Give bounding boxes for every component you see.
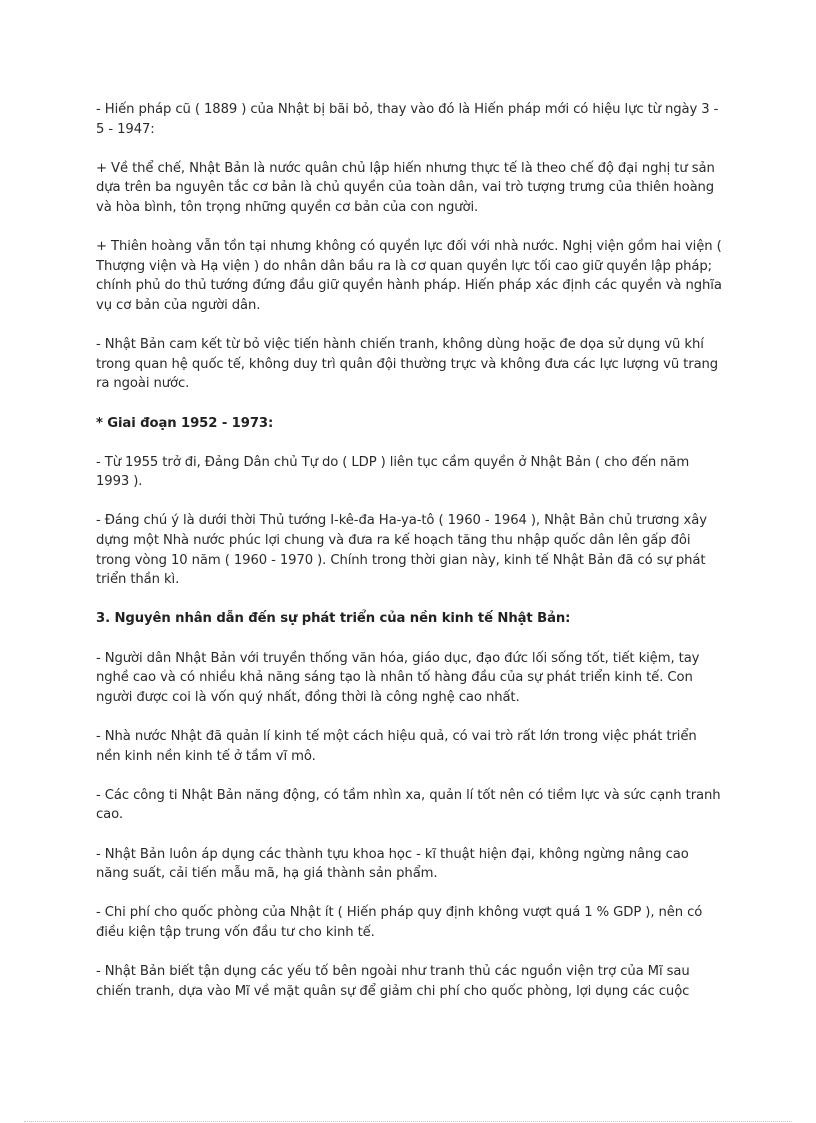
paragraph-companies: - Các công ti Nhật Bản năng động, có tầm nhìn xa, quản lí tốt nên có tiềm lực và sức cạnh tranh cao. [96,787,721,823]
section-heading-1952-1973: * Giai đoạn 1952 - 1973: [96,415,274,431]
paragraph-external-factors: - Nhật Bản biết tận dụng các yếu tố bên ngoài như tranh thủ các nguồn viện trợ của Mĩ sau chiến tranh, dựa vào Mĩ về mặt quân sự để giảm chi phí cho quốc phòng, lợi dụng các cuộc [96,964,690,999]
paragraph-emperor-parliament: + Thiên hoàng vẫn tồn tại nhưng không có quyền lực đối với nhà nước. Nghị viện gồm hai viện ( Thượng viện và Hạ viện ) do nhân dân bầu ra là cơ quan quyền lực tối cao giữ quyền lập pháp; chính phủ do thủ tướng đứng đầu giữ quyền hành pháp. Hiến pháp xác định các quyền và nghĩa vụ cơ bản của người dân. [96,239,722,313]
paragraph-ikeda: - Đáng chú ý là dưới thời Thủ tướng I-kê-đa Ha-ya-tô ( 1960 - 1964 ), Nhật Bản chủ trương xây dựng một Nhà nước phúc lợi chung và đưa ra kế hoạch tăng thu nhập quốc dân lên gấp đôi trong vòng 10 năm ( 1960 - 1970 ). Chính trong thời gian này, kinh tế Nhật Bản đã có sự phát triển thần kì. [96,513,707,588]
paragraph-political-system: + Về thể chế, Nhật Bản là nước quân chủ lập hiến nhưng thực tế là theo chế độ đại nghị tư sản dựa trên ba nguyên tắc cơ bản là chủ quyền của toàn dân, vai trò tượng trưng của thiên hoàng và hòa bình, tôn trọng những quyền cơ bản của con người. [96,160,715,215]
section-heading-causes: 3. Nguyên nhân dẫn đến sự phát triển của nền kinh tế Nhật Bản: [96,611,571,627]
paragraph-defense-spending: - Chi phí cho quốc phòng của Nhật ít ( Hiến pháp quy định không vượt quá 1 % GDP ), nên có điều kiện tập trung vốn đầu tư cho kinh tế. [96,905,703,940]
paragraph-constitution: - Hiến pháp cũ ( 1889 ) của Nhật bị bãi bỏ, thay vào đó là Hiến pháp mới có hiệu lực từ ngày 3 - 5 - 1947: [96,102,719,137]
paragraph-renounce-war: - Nhật Bản cam kết từ bỏ việc tiến hành chiến tranh, không dùng hoặc đe dọa sử dụng vũ khí trong quan hệ quốc tế, không duy trì quân đội thường trực và không đưa các lực lượng vũ trang ra ngoài nước. [96,337,719,392]
paragraph-technology: - Nhật Bản luôn áp dụng các thành tựu khoa học - kĩ thuật hiện đại, không ngừng nâng cao năng suất, cải tiến mẫu mã, hạ giá thành sản phẩm. [96,846,689,882]
page-bottom-divider [24,1121,792,1122]
paragraph-ldp: - Từ 1955 trở đi, Đảng Dân chủ Tự do ( LDP ) liên tục cầm quyền ở Nhật Bản ( cho đến năm 1993 ). [96,454,690,490]
paragraph-people: - Người dân Nhật Bản với truyền thống văn hóa, giáo dục, đạo đức lối sống tốt, tiết kiệm, tay nghề cao và có nhiều khả năng sáng tạo là nhân tố hàng đầu của sự phát triển kinh tế. Con người được coi là vốn quý nhất, đồng thời là công nghệ cao nhất. [96,650,700,705]
paragraph-state-management: - Nhà nước Nhật đã quản lí kinh tế một cách hiệu quả, có vai trò rất lớn trong việc phát triển nền kinh nền kinh tế ở tầm vĩ mô. [96,729,697,764]
document-body [96,100,724,1021]
